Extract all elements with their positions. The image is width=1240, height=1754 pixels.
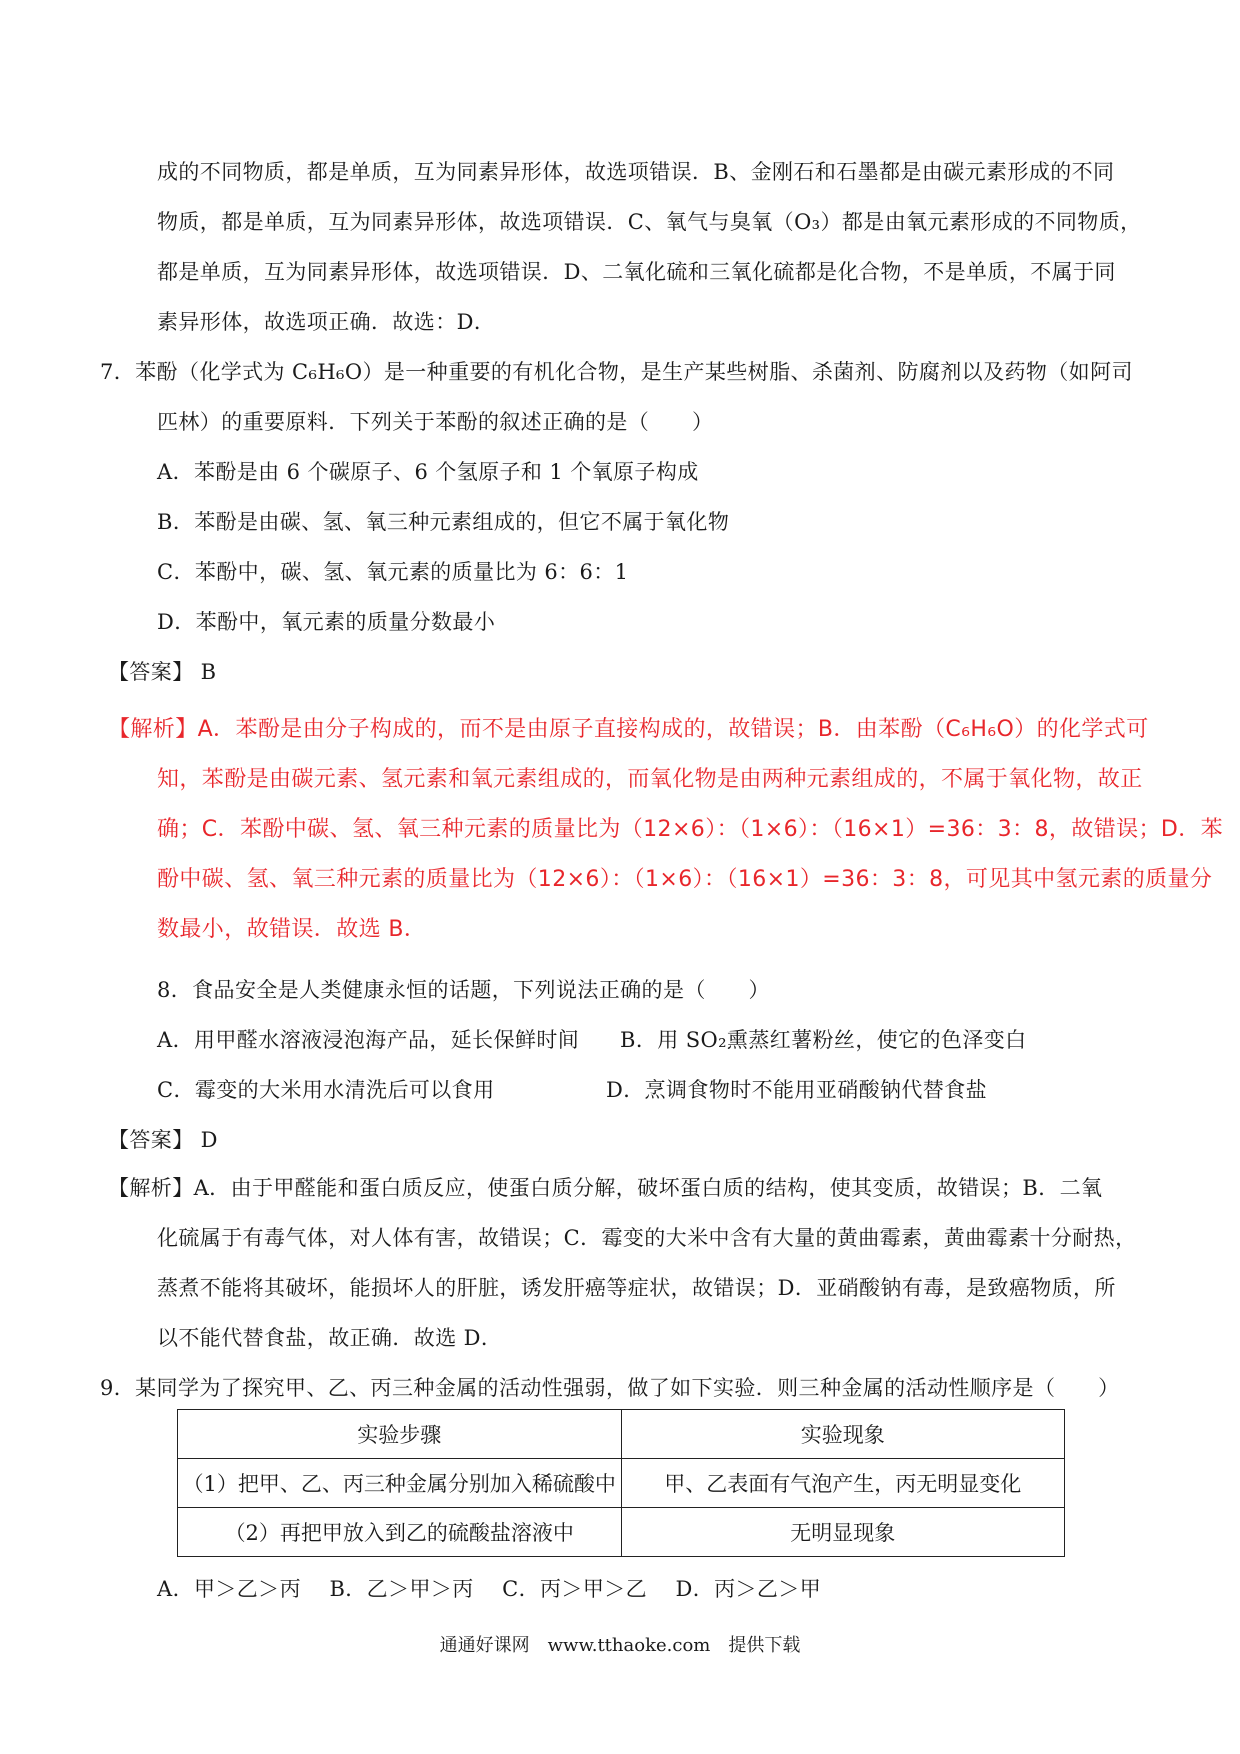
- q8-option-d: D．烹调食物时不能用亚硝酸钠代替食盐: [606, 1078, 988, 1102]
- q7-analysis-line: 酚中碳、氢、氧三种元素的质量比为（12×6）：（1×6）：（16×1）=36：3：8，可见其中氢元素的质量分: [157, 867, 1213, 892]
- q7-option-b: B．苯酚是由碳、氢、氧三种元素组成的，但它不属于氧化物: [157, 510, 730, 534]
- table-cell: 甲、乙表面有气泡产生，丙无明显变化: [621, 1459, 1065, 1508]
- table-row: [178, 1459, 1065, 1508]
- q9-options: A．甲＞乙＞丙 B．乙＞甲＞丙 C．丙＞甲＞乙 D．丙＞乙＞甲: [157, 1577, 822, 1601]
- table-header-cell: 实验现象: [621, 1410, 1065, 1459]
- table-cell: （2）再把甲放入到乙的硫酸盐溶液中: [178, 1508, 622, 1557]
- q7-option-c: C．苯酚中，碳、氢、氧元素的质量比为 6：6：1: [157, 560, 629, 584]
- q8-analysis-line: 蒸煮不能将其破坏，能损坏人的肝脏，诱发肝癌等症状，故错误；D．亚硝酸钠有毒，是致癌物质，所: [157, 1276, 1116, 1300]
- q8-answer: 【答案】 D: [108, 1128, 218, 1152]
- q7-analysis-line: 【解析】A．苯酚是由分子构成的，而不是由原子直接构成的，故错误；B．由苯酚（C₆H₆O）的化学式可: [108, 717, 1149, 742]
- q6-analysis-line: 都是单质，互为同素异形体，故选项错误．D、二氧化硫和三氧化硫都是化合物，不是单质，不属于同: [157, 260, 1116, 284]
- q6-analysis-line: 素异形体，故选项正确．故选：D．: [157, 310, 496, 334]
- q7-analysis-line: 知，苯酚是由碳元素、氢元素和氧元素组成的，而氧化物是由两种元素组成的，不属于氧化物，故正: [157, 767, 1143, 792]
- q6-analysis-line: 成的不同物质，都是单质，互为同素异形体，故选项错误．B、金刚石和石墨都是由碳元素形成的不同: [157, 160, 1115, 184]
- q6-analysis-line: 物质，都是单质，互为同素异形体，故选项错误．C、氧气与臭氧（O₃）都是由氧元素形成的不同物质，: [157, 210, 1142, 234]
- q8-analysis-line: 化硫属于有毒气体，对人体有害，故错误；C．霉变的大米中含有大量的黄曲霉素，黄曲霉素十分耐热，: [157, 1226, 1137, 1250]
- table-cell: （1）把甲、乙、丙三种金属分别加入稀硫酸中: [178, 1459, 622, 1508]
- q7-analysis-line: 数最小，故错误．故选 B．: [157, 917, 427, 942]
- table-header-cell: 实验步骤: [178, 1410, 622, 1459]
- q7-option-a: A．苯酚是由 6 个碳原子、6 个氢原子和 1 个氧原子构成: [157, 460, 699, 484]
- q7-answer: 【答案】 B: [108, 660, 217, 684]
- page-footer: 通通好课网 www.tthaoke.com 提供下载: [439, 1635, 801, 1656]
- experiment-table: [177, 1409, 1065, 1557]
- table-row: [178, 1508, 1065, 1557]
- q7-stem-cont: 匹林）的重要原料．下列关于苯酚的叙述正确的是（ ）: [157, 410, 714, 434]
- table-header-row: [178, 1410, 1065, 1459]
- q8-analysis-line: 以不能代替食盐，故正确．故选 D．: [157, 1326, 503, 1350]
- table-cell: 无明显现象: [621, 1508, 1065, 1557]
- q7-option-d: D．苯酚中，氧元素的质量分数最小: [157, 610, 496, 634]
- q8-option-c: C．霉变的大米用水清洗后可以食用: [157, 1078, 495, 1102]
- q9-stem: 9．某同学为了探究甲、乙、丙三种金属的活动性强弱，做了如下实验．则三种金属的活动性顺序是（ ）: [100, 1376, 1120, 1400]
- q8-option-b: B．用 SO₂熏蒸红薯粉丝，使它的色泽变白: [620, 1028, 1027, 1052]
- q8-stem: 8．食品安全是人类健康永恒的话题，下列说法正确的是（ ）: [157, 978, 770, 1002]
- q7-analysis-line: 确；C．苯酚中碳、氢、氧三种元素的质量比为（12×6）：（1×6）：（16×1）=36：3：8，故错误；D．苯: [157, 817, 1224, 842]
- q8-analysis-line: 【解析】A．由于甲醛能和蛋白质反应，使蛋白质分解，破坏蛋白质的结构，使其变质，故错误；B．二氧: [108, 1176, 1103, 1200]
- q8-option-a: A．用甲醛水溶液浸泡海产品，延长保鲜时间: [157, 1028, 580, 1052]
- q7-stem: 7．苯酚（化学式为 C₆H₆O）是一种重要的有机化合物，是生产某些树脂、杀菌剂、防腐剂以及药物（如阿司: [100, 360, 1133, 384]
